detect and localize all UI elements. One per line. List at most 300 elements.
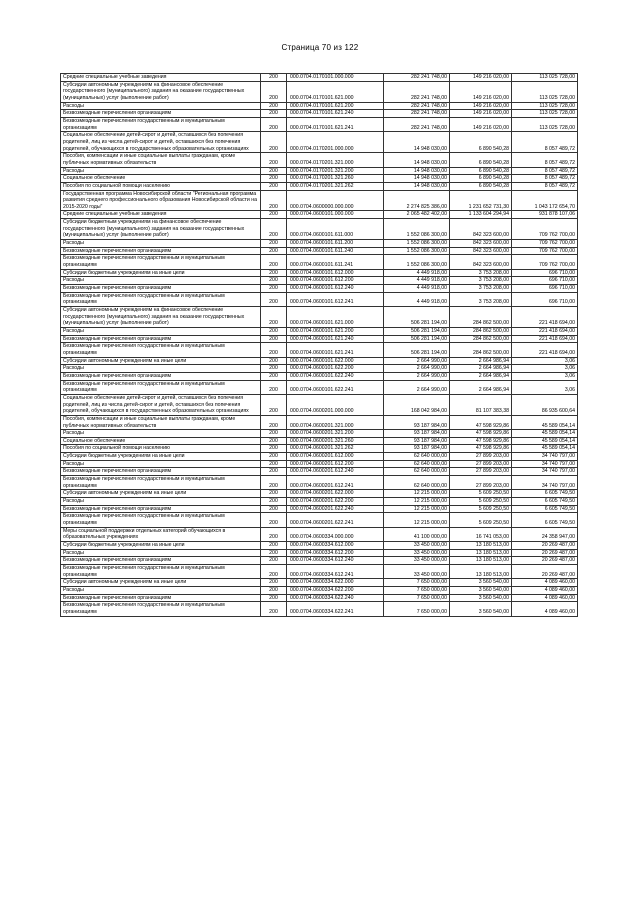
cell-approved-amount: 282 241 748,00	[384, 102, 450, 110]
cell-approved-amount: 12 215 000,00	[384, 498, 450, 506]
cell-unexecuted-amount: 113 025 728,00	[512, 110, 578, 118]
cell-unexecuted-amount: 34 740 797,00	[512, 468, 578, 476]
cell-approved-amount: 168 042 984,00	[384, 394, 450, 415]
cell-approved-amount: 1 552 086 300,00	[384, 255, 450, 269]
cell-name: Расходы	[61, 365, 261, 373]
cell-approved-amount: 2 065 482 402,00	[384, 211, 450, 219]
table-row	[61, 437, 578, 445]
cell-executed-amount: 27 899 203,00	[450, 468, 512, 476]
cell-classification-code: 000.0704.0600101.611.240	[287, 247, 384, 255]
cell-name: Безвозмездные перечисления организациям	[61, 335, 261, 343]
cell-name: Субсидии автономным учреждениям на иные цели	[61, 357, 261, 365]
cell-unexecuted-amount: 113 025 728,00	[512, 81, 578, 102]
cell-executed-amount: 16 741 053,00	[450, 527, 512, 541]
table-row	[61, 247, 578, 255]
cell-classification-code: 000.0704.0600101.622.241	[287, 380, 384, 394]
table-row	[61, 132, 578, 153]
cell-name: Пособия по социальной помощи населению	[61, 445, 261, 453]
cell-name: Субсидии бюджетным учреждениям на иные цели	[61, 542, 261, 550]
cell-unexecuted-amount: 20 269 487,00	[512, 542, 578, 550]
cell-admin-code: 200	[261, 343, 287, 357]
cell-unexecuted-amount: 24 358 947,00	[512, 527, 578, 541]
cell-executed-amount: 5 609 250,50	[450, 513, 512, 527]
cell-admin-code: 200	[261, 437, 287, 445]
cell-unexecuted-amount: 3,06	[512, 372, 578, 380]
cell-approved-amount: 41 100 000,00	[384, 527, 450, 541]
cell-classification-code: 000.0704.0170101.621.200	[287, 102, 384, 110]
cell-executed-amount: 3 560 540,00	[450, 594, 512, 602]
cell-unexecuted-amount: 34 740 797,00	[512, 476, 578, 490]
cell-approved-amount: 62 640 000,00	[384, 476, 450, 490]
cell-approved-amount: 1 552 086 300,00	[384, 219, 450, 240]
cell-unexecuted-amount: 34 740 797,00	[512, 453, 578, 461]
cell-executed-amount: 13 180 513,00	[450, 564, 512, 578]
cell-approved-amount: 93 187 984,00	[384, 445, 450, 453]
cell-approved-amount: 4 449 918,00	[384, 277, 450, 285]
cell-unexecuted-amount: 709 762 700,00	[512, 219, 578, 240]
cell-executed-amount: 27 899 203,00	[450, 460, 512, 468]
cell-name: Безвозмездные перечисления государственным и муниципальным организациям	[61, 343, 261, 357]
cell-admin-code: 200	[261, 602, 287, 616]
cell-executed-amount: 47 598 929,86	[450, 437, 512, 445]
cell-unexecuted-amount: 6 605 749,50	[512, 490, 578, 498]
cell-approved-amount: 62 640 000,00	[384, 460, 450, 468]
cell-name: Расходы	[61, 430, 261, 438]
cell-admin-code: 200	[261, 549, 287, 557]
cell-classification-code: 000.0704.0600334.622.240	[287, 594, 384, 602]
table-row	[61, 445, 578, 453]
cell-unexecuted-amount: 696 710,00	[512, 292, 578, 306]
table-row	[61, 468, 578, 476]
cell-name: Безвозмездные перечисления государственным и муниципальным организациям	[61, 564, 261, 578]
cell-admin-code: 200	[261, 430, 287, 438]
cell-approved-amount: 506 281 194,00	[384, 307, 450, 328]
cell-executed-amount: 2 664 986,94	[450, 365, 512, 373]
cell-unexecuted-amount: 1 043 172 654,70	[512, 190, 578, 211]
cell-approved-amount: 2 664 990,00	[384, 357, 450, 365]
cell-name: Средние специальные учебные заведения	[61, 211, 261, 219]
table-row	[61, 415, 578, 429]
cell-classification-code: 000.0704.0170201.321.262	[287, 182, 384, 190]
cell-admin-code: 200	[261, 102, 287, 110]
cell-executed-amount: 284 862 500,00	[450, 343, 512, 357]
table-row	[61, 557, 578, 565]
cell-approved-amount: 14 948 030,00	[384, 132, 450, 153]
cell-classification-code: 000.0704.0600201.612.241	[287, 476, 384, 490]
cell-name: Средние специальные учебные заведения	[61, 74, 261, 82]
cell-admin-code: 200	[261, 190, 287, 211]
cell-unexecuted-amount: 45 589 054,14	[512, 437, 578, 445]
cell-unexecuted-amount: 8 057 489,72	[512, 153, 578, 167]
cell-unexecuted-amount: 20 269 487,00	[512, 557, 578, 565]
table-row	[61, 182, 578, 190]
cell-executed-amount: 3 753 208,00	[450, 292, 512, 306]
table-row	[61, 460, 578, 468]
cell-approved-amount: 12 215 000,00	[384, 513, 450, 527]
cell-admin-code: 200	[261, 285, 287, 293]
cell-approved-amount: 14 948 030,00	[384, 167, 450, 175]
cell-admin-code: 200	[261, 505, 287, 513]
cell-executed-amount: 1 231 652 731,30	[450, 190, 512, 211]
cell-executed-amount: 2 664 986,94	[450, 357, 512, 365]
cell-name: Безвозмездные перечисления организациям	[61, 505, 261, 513]
cell-executed-amount: 284 862 500,00	[450, 327, 512, 335]
table-row	[61, 594, 578, 602]
cell-admin-code: 200	[261, 372, 287, 380]
cell-admin-code: 200	[261, 445, 287, 453]
table-row	[61, 586, 578, 594]
cell-admin-code: 200	[261, 394, 287, 415]
cell-name: Субсидии автономным учреждениям на финансовое обеспечение государственного (муниципального) задания на оказание государственных (муниципальных) услуг (выполнение работ)	[61, 81, 261, 102]
cell-approved-amount: 7 650 000,00	[384, 586, 450, 594]
cell-admin-code: 200	[261, 247, 287, 255]
cell-admin-code: 200	[261, 269, 287, 277]
cell-classification-code: 000.0704.0600334.612.200	[287, 549, 384, 557]
cell-admin-code: 200	[261, 167, 287, 175]
cell-name: Государственная программа Новосибирской области "Региональная программа развития среднего профессионального образования Новосибирской области на 2015-2020 годы"	[61, 190, 261, 211]
table-row	[61, 564, 578, 578]
cell-classification-code: 000.0704.0600201.622.000	[287, 490, 384, 498]
cell-approved-amount: 93 187 984,00	[384, 430, 450, 438]
cell-unexecuted-amount: 696 710,00	[512, 269, 578, 277]
cell-admin-code: 200	[261, 380, 287, 394]
table-row	[61, 335, 578, 343]
cell-executed-amount: 6 890 540,28	[450, 153, 512, 167]
cell-approved-amount: 2 664 990,00	[384, 380, 450, 394]
cell-approved-amount: 506 281 194,00	[384, 327, 450, 335]
cell-executed-amount: 27 899 203,00	[450, 453, 512, 461]
cell-unexecuted-amount: 6 605 749,50	[512, 513, 578, 527]
cell-classification-code: 000.0704.0600201.321.262	[287, 445, 384, 453]
cell-classification-code: 000.0704.0600101.621.000	[287, 307, 384, 328]
cell-classification-code: 000.0704.0600101.621.240	[287, 335, 384, 343]
table-row	[61, 453, 578, 461]
cell-name: Социальное обеспечение детей-сирот и детей, оставшихся без попечения родителей, лиц из числа детей-сирот и детей, оставшихся без попечения родителей, обучающихся в государственных образовательных организациях	[61, 394, 261, 415]
cell-unexecuted-amount: 709 762 700,00	[512, 247, 578, 255]
cell-admin-code: 200	[261, 365, 287, 373]
cell-executed-amount: 149 216 020,00	[450, 74, 512, 82]
table-row	[61, 430, 578, 438]
cell-approved-amount: 33 450 000,00	[384, 542, 450, 550]
cell-executed-amount: 6 890 540,28	[450, 175, 512, 183]
table-row	[61, 498, 578, 506]
cell-approved-amount: 93 187 984,00	[384, 415, 450, 429]
cell-unexecuted-amount: 8 057 489,72	[512, 167, 578, 175]
cell-admin-code: 200	[261, 81, 287, 102]
table-row	[61, 255, 578, 269]
cell-admin-code: 200	[261, 307, 287, 328]
table-row	[61, 327, 578, 335]
table-row	[61, 153, 578, 167]
cell-classification-code: 000.0704.0600334.000.000	[287, 527, 384, 541]
cell-approved-amount: 1 552 086 300,00	[384, 247, 450, 255]
table-row	[61, 365, 578, 373]
cell-classification-code: 000.0704.0600101.622.240	[287, 372, 384, 380]
cell-approved-amount: 33 450 000,00	[384, 564, 450, 578]
cell-classification-code: 000.0704.0600334.612.240	[287, 557, 384, 565]
cell-approved-amount: 506 281 194,00	[384, 335, 450, 343]
cell-admin-code: 200	[261, 513, 287, 527]
cell-name: Расходы	[61, 549, 261, 557]
table-row	[61, 211, 578, 219]
cell-classification-code: 000.0704.0600334.612.000	[287, 542, 384, 550]
table-row	[61, 285, 578, 293]
cell-admin-code: 200	[261, 490, 287, 498]
cell-classification-code: 000.0704.0600101.612.240	[287, 285, 384, 293]
cell-classification-code: 000.0704.0600000.000.000	[287, 190, 384, 211]
cell-executed-amount: 149 216 020,00	[450, 117, 512, 131]
cell-approved-amount: 14 948 030,00	[384, 182, 450, 190]
cell-classification-code: 000.0704.0170201.000.000	[287, 132, 384, 153]
cell-admin-code: 200	[261, 255, 287, 269]
cell-name: Расходы	[61, 327, 261, 335]
cell-name: Пособия, компенсации и иные социальные выплаты гражданам, кроме публичных нормативных обязательств	[61, 153, 261, 167]
cell-name: Безвозмездные перечисления организациям	[61, 247, 261, 255]
cell-admin-code: 200	[261, 117, 287, 131]
cell-unexecuted-amount: 20 269 487,00	[512, 549, 578, 557]
cell-unexecuted-amount: 221 418 694,00	[512, 327, 578, 335]
table-row	[61, 292, 578, 306]
table-row	[61, 394, 578, 415]
cell-name: Расходы	[61, 240, 261, 248]
table-row	[61, 579, 578, 587]
cell-classification-code: 000.0704.0600334.612.241	[287, 564, 384, 578]
cell-executed-amount: 27 899 203,00	[450, 476, 512, 490]
cell-unexecuted-amount: 8 057 489,72	[512, 182, 578, 190]
cell-classification-code: 000.0704.0600101.622.200	[287, 365, 384, 373]
cell-unexecuted-amount: 221 418 694,00	[512, 335, 578, 343]
cell-name: Пособия по социальной помощи населению	[61, 182, 261, 190]
cell-name: Социальное обеспечение детей-сирот и детей, оставшихся без попечения родителей, лиц из числа детей-сирот и детей, оставшихся без попечения родителей, обучающихся в государственных образовательных организациях	[61, 132, 261, 153]
table-body	[61, 74, 578, 617]
cell-executed-amount: 47 598 929,86	[450, 445, 512, 453]
cell-admin-code: 200	[261, 579, 287, 587]
cell-classification-code: 000.0704.0600201.612.200	[287, 460, 384, 468]
cell-executed-amount: 3 560 540,00	[450, 586, 512, 594]
cell-admin-code: 200	[261, 527, 287, 541]
cell-executed-amount: 3 560 540,00	[450, 579, 512, 587]
cell-executed-amount: 284 862 500,00	[450, 335, 512, 343]
cell-approved-amount: 14 948 030,00	[384, 153, 450, 167]
cell-approved-amount: 4 449 918,00	[384, 285, 450, 293]
cell-unexecuted-amount: 4 089 460,00	[512, 586, 578, 594]
cell-classification-code: 000.0704.0600101.621.200	[287, 327, 384, 335]
cell-executed-amount: 3 753 208,00	[450, 285, 512, 293]
cell-unexecuted-amount: 221 418 694,00	[512, 307, 578, 328]
cell-executed-amount: 2 664 986,94	[450, 372, 512, 380]
cell-admin-code: 200	[261, 182, 287, 190]
table-row	[61, 527, 578, 541]
cell-approved-amount: 14 948 030,00	[384, 175, 450, 183]
cell-admin-code: 200	[261, 175, 287, 183]
cell-unexecuted-amount: 4 089 460,00	[512, 594, 578, 602]
cell-unexecuted-amount: 4 089 460,00	[512, 602, 578, 616]
cell-executed-amount: 81 107 383,38	[450, 394, 512, 415]
cell-classification-code: 000.0704.0600201.321.000	[287, 415, 384, 429]
cell-executed-amount: 3 753 208,00	[450, 269, 512, 277]
cell-approved-amount: 282 241 748,00	[384, 74, 450, 82]
cell-classification-code: 000.0704.0170101.621.241	[287, 117, 384, 131]
cell-approved-amount: 282 241 748,00	[384, 81, 450, 102]
cell-executed-amount: 5 609 250,50	[450, 498, 512, 506]
cell-approved-amount: 62 640 000,00	[384, 468, 450, 476]
cell-classification-code: 000.0704.0170201.321.000	[287, 153, 384, 167]
cell-executed-amount: 13 180 513,00	[450, 542, 512, 550]
cell-name: Социальное обеспечение	[61, 437, 261, 445]
cell-name: Расходы	[61, 586, 261, 594]
cell-unexecuted-amount: 113 025 728,00	[512, 74, 578, 82]
cell-admin-code: 200	[261, 110, 287, 118]
table-row	[61, 240, 578, 248]
cell-approved-amount: 2 664 990,00	[384, 365, 450, 373]
cell-executed-amount: 6 890 540,28	[450, 132, 512, 153]
table-row	[61, 490, 578, 498]
table-row	[61, 190, 578, 211]
cell-admin-code: 200	[261, 476, 287, 490]
cell-name: Субсидии бюджетным учреждениям на иные цели	[61, 269, 261, 277]
cell-name: Безвозмездные перечисления организациям	[61, 285, 261, 293]
table-row	[61, 549, 578, 557]
cell-executed-amount: 6 890 540,28	[450, 182, 512, 190]
table-row	[61, 175, 578, 183]
cell-classification-code: 000.0704.0600101.611.241	[287, 255, 384, 269]
cell-unexecuted-amount: 3,06	[512, 365, 578, 373]
cell-classification-code: 000.0704.0600334.622.241	[287, 602, 384, 616]
cell-executed-amount: 842 323 600,00	[450, 219, 512, 240]
cell-name: Расходы	[61, 498, 261, 506]
cell-name: Безвозмездные перечисления государственным и муниципальным организациям	[61, 380, 261, 394]
cell-admin-code: 200	[261, 357, 287, 365]
cell-unexecuted-amount: 45 589 054,14	[512, 445, 578, 453]
cell-approved-amount: 282 241 748,00	[384, 117, 450, 131]
cell-name: Социальное обеспечение	[61, 175, 261, 183]
table-row	[61, 219, 578, 240]
cell-admin-code: 200	[261, 240, 287, 248]
cell-admin-code: 200	[261, 219, 287, 240]
cell-name: Безвозмездные перечисления государственным и муниципальным организациям	[61, 602, 261, 616]
cell-unexecuted-amount: 709 762 700,00	[512, 240, 578, 248]
cell-approved-amount: 2 664 990,00	[384, 372, 450, 380]
cell-name: Расходы	[61, 460, 261, 468]
cell-name: Безвозмездные перечисления государственным и муниципальным организациям	[61, 292, 261, 306]
cell-executed-amount: 47 598 929,86	[450, 430, 512, 438]
table-row	[61, 117, 578, 131]
cell-classification-code: 000.0704.0170101.621.000	[287, 81, 384, 102]
cell-unexecuted-amount: 113 025 728,00	[512, 102, 578, 110]
cell-name: Безвозмездные перечисления организациям	[61, 110, 261, 118]
cell-name: Безвозмездные перечисления государственным и муниципальным организациям	[61, 117, 261, 131]
cell-name: Безвозмездные перечисления организациям	[61, 372, 261, 380]
cell-classification-code: 000.0704.0600201.000.000	[287, 394, 384, 415]
cell-unexecuted-amount: 221 418 694,00	[512, 343, 578, 357]
cell-admin-code: 200	[261, 74, 287, 82]
cell-approved-amount: 7 650 000,00	[384, 579, 450, 587]
cell-name: Субсидии автономным учреждениям на финансовое обеспечение государственного (муниципального) задания на оказание государственных (муниципальных) услуг (выполнение работ)	[61, 307, 261, 328]
cell-name: Безвозмездные перечисления организациям	[61, 594, 261, 602]
cell-admin-code: 200	[261, 468, 287, 476]
cell-executed-amount: 2 664 986,94	[450, 380, 512, 394]
budget-execution-table	[60, 73, 578, 617]
cell-executed-amount: 284 862 500,00	[450, 307, 512, 328]
table-row	[61, 307, 578, 328]
cell-approved-amount: 4 449 918,00	[384, 269, 450, 277]
cell-executed-amount: 3 753 208,00	[450, 277, 512, 285]
cell-classification-code: 000.0704.0600201.321.260	[287, 437, 384, 445]
cell-executed-amount: 47 598 929,86	[450, 415, 512, 429]
cell-name: Меры социальной поддержки отдельных категорий обучающихся в образовательных учреждениях	[61, 527, 261, 541]
cell-admin-code: 200	[261, 335, 287, 343]
cell-classification-code: 000.0704.0600101.000.000	[287, 211, 384, 219]
cell-classification-code: 000.0704.0170201.321.200	[287, 167, 384, 175]
cell-classification-code: 000.0704.0170101.000.000	[287, 74, 384, 82]
cell-unexecuted-amount: 3,06	[512, 380, 578, 394]
cell-approved-amount: 62 640 000,00	[384, 453, 450, 461]
cell-classification-code: 000.0704.0600201.612.000	[287, 453, 384, 461]
cell-executed-amount: 13 180 513,00	[450, 557, 512, 565]
cell-classification-code: 000.0704.0600101.622.000	[287, 357, 384, 365]
cell-executed-amount: 149 216 020,00	[450, 81, 512, 102]
cell-executed-amount: 5 609 250,50	[450, 490, 512, 498]
cell-classification-code: 000.0704.0600101.612.000	[287, 269, 384, 277]
cell-unexecuted-amount: 931 878 107,06	[512, 211, 578, 219]
cell-admin-code: 200	[261, 498, 287, 506]
cell-name: Безвозмездные перечисления государственным и муниципальным организациям	[61, 513, 261, 527]
cell-admin-code: 200	[261, 542, 287, 550]
cell-name: Расходы	[61, 167, 261, 175]
table-row	[61, 542, 578, 550]
cell-name: Расходы	[61, 102, 261, 110]
cell-name: Субсидии бюджетным учреждениям на иные цели	[61, 453, 261, 461]
cell-approved-amount: 33 450 000,00	[384, 549, 450, 557]
cell-classification-code: 000.0704.0600101.612.241	[287, 292, 384, 306]
table-row	[61, 343, 578, 357]
cell-executed-amount: 6 890 540,28	[450, 167, 512, 175]
cell-unexecuted-amount: 696 710,00	[512, 277, 578, 285]
cell-unexecuted-amount: 8 057 489,72	[512, 175, 578, 183]
cell-name: Расходы	[61, 277, 261, 285]
cell-executed-amount: 5 609 250,50	[450, 505, 512, 513]
cell-name: Субсидии автономным учреждениям на иные цели	[61, 490, 261, 498]
cell-classification-code: 000.0704.0600101.611.000	[287, 219, 384, 240]
table-row	[61, 380, 578, 394]
table-row	[61, 513, 578, 527]
table-row	[61, 269, 578, 277]
cell-executed-amount: 842 323 600,00	[450, 255, 512, 269]
cell-classification-code: 000.0704.0600101.621.241	[287, 343, 384, 357]
cell-unexecuted-amount: 696 710,00	[512, 285, 578, 293]
cell-approved-amount: 12 215 000,00	[384, 490, 450, 498]
table-row	[61, 102, 578, 110]
table-row	[61, 476, 578, 490]
cell-admin-code: 200	[261, 564, 287, 578]
cell-classification-code: 000.0704.0600201.622.240	[287, 505, 384, 513]
table-row	[61, 74, 578, 82]
cell-approved-amount: 282 241 748,00	[384, 110, 450, 118]
cell-admin-code: 200	[261, 132, 287, 153]
cell-admin-code: 200	[261, 586, 287, 594]
cell-classification-code: 000.0704.0600101.611.200	[287, 240, 384, 248]
table-row	[61, 81, 578, 102]
cell-approved-amount: 4 449 918,00	[384, 292, 450, 306]
cell-executed-amount: 13 180 513,00	[450, 549, 512, 557]
table-row	[61, 372, 578, 380]
cell-approved-amount: 7 650 000,00	[384, 594, 450, 602]
cell-approved-amount: 12 215 000,00	[384, 505, 450, 513]
table-row	[61, 357, 578, 365]
cell-name: Субсидии бюджетным учреждениям на финансовое обеспечение государственного (муниципального) задания на оказание государственных (муниципальных) услуг (выполнение работ)	[61, 219, 261, 240]
table-row	[61, 167, 578, 175]
cell-approved-amount: 33 450 000,00	[384, 557, 450, 565]
